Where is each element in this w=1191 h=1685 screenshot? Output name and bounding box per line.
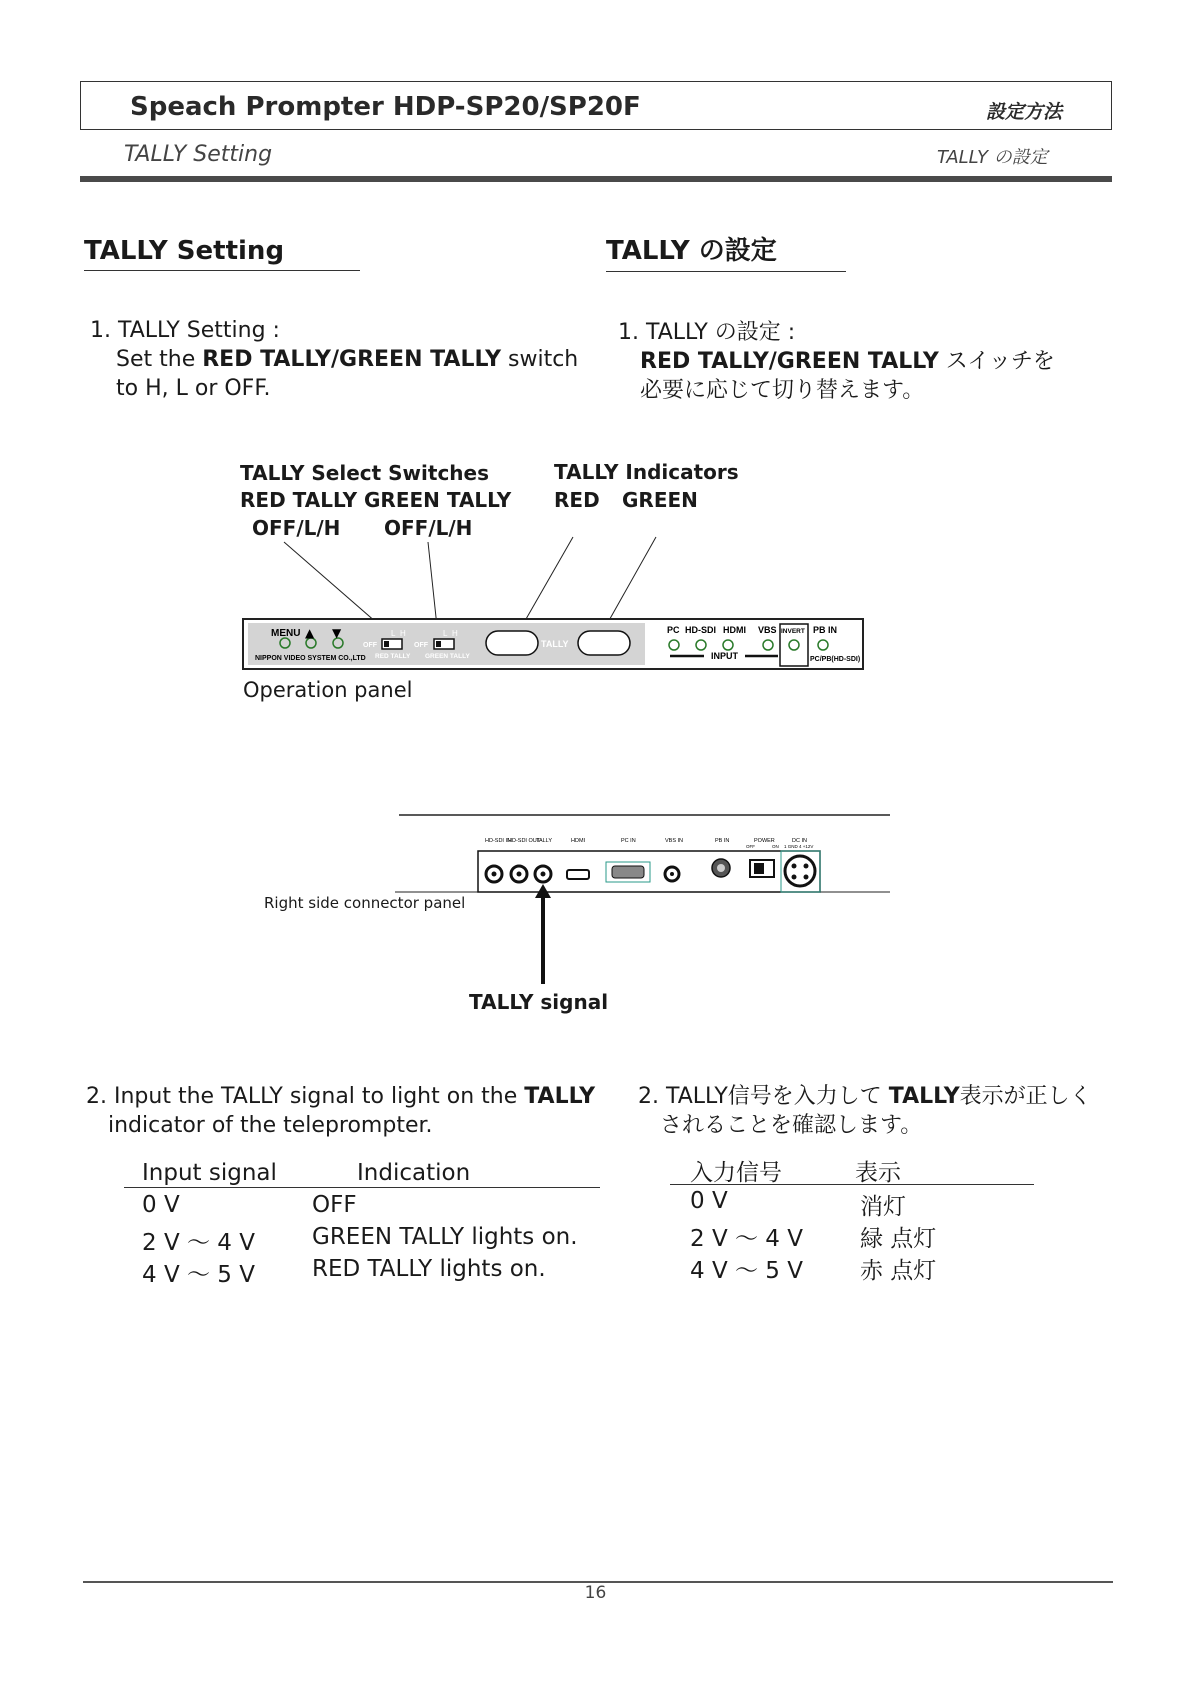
step2-en-line2: indicator of the teleprompter. xyxy=(108,1113,433,1138)
step2-ja-pre: 2. TALLY信号を入力して xyxy=(638,1084,889,1109)
step1-ja-bold: RED TALLY/GREEN TALLY xyxy=(640,349,939,374)
table-en-row-1-input: 2 V ～ 4 V xyxy=(142,1230,255,1256)
section-heading-ja: TALLY の設定 xyxy=(606,230,846,272)
panel-hdmi-text: HDMI xyxy=(723,625,746,635)
step2-en-bold: TALLY xyxy=(524,1084,596,1109)
panel-pbin-text: PB IN xyxy=(813,625,838,635)
conn-hdmi-text: HDMI xyxy=(571,838,586,844)
tally-indicators-label: TALLY Indicators xyxy=(554,460,739,484)
panel-green-h: H xyxy=(452,629,458,638)
table-ja-header-rule xyxy=(670,1184,1034,1185)
table-en-row-1-indication: GREEN TALLY lights on. xyxy=(312,1224,578,1250)
conn-power-off-text: OFF xyxy=(746,844,755,849)
operation-panel-caption: Operation panel xyxy=(243,678,413,702)
page-number: 16 xyxy=(584,1583,607,1603)
table-en-row-0-indication: OFF xyxy=(312,1192,357,1218)
table-en-header-rule xyxy=(124,1187,600,1188)
header-section-ja: 設定方法 xyxy=(986,101,1063,123)
step1-ja-line1: 1. TALLY の設定 : xyxy=(618,320,796,345)
power-switch-rocker xyxy=(754,863,764,874)
step1-en-line3: to H, L or OFF. xyxy=(116,376,271,401)
step2-en xyxy=(86,1082,626,1140)
step2-ja-line1 xyxy=(638,1082,1118,1111)
panel-maker-text: NIPPON VIDEO SYSTEM CO.,LTD xyxy=(255,655,366,662)
step1-en-post: switch xyxy=(501,347,579,372)
dc-in-connector xyxy=(785,856,815,886)
manual-title: Speach Prompter HDP-SP20/SP20F xyxy=(130,92,641,122)
red-tally-switch-knob xyxy=(384,641,389,647)
panel-green-off: OFF xyxy=(414,642,428,649)
panel-pcpb-text: PC/PB(HD-SDI) xyxy=(810,656,861,663)
step1-en-pre: Set the xyxy=(116,347,203,372)
pc-in-connector xyxy=(612,866,644,878)
panel-hdsdi-text: HD-SDI xyxy=(685,625,716,635)
pb-in-center xyxy=(717,864,725,872)
tally-pin xyxy=(541,872,546,877)
panel-invert-text: INVERT xyxy=(781,628,805,635)
conn-dc-in-text: DC IN xyxy=(792,838,807,844)
green-tally-switch-knob xyxy=(436,641,441,647)
red-green-tally-label: RED TALLY GREEN TALLY xyxy=(240,488,512,512)
green-indicator-label: GREEN xyxy=(622,488,698,512)
tally-select-switches-label: TALLY Select Switches xyxy=(240,461,490,485)
step1-ja-post: スイッチを xyxy=(938,349,1055,374)
panel-pc-text: PC xyxy=(667,625,680,635)
dc-in-pin-3 xyxy=(792,875,797,880)
step2-ja-line2: されることを確認します。 xyxy=(660,1113,923,1138)
panel-up-text: ▲ xyxy=(305,626,315,640)
subheader-ja: TALLY の設定 xyxy=(937,147,1048,168)
vbs-in-pin xyxy=(670,872,674,876)
table-ja-row-2-indication: 赤 点灯 xyxy=(860,1258,937,1284)
step2-ja-bold: TALLY xyxy=(888,1084,960,1109)
conn-dc-pins-text: 1 GND 4 +12V xyxy=(784,844,814,849)
conn-hdsdi-in-text: HD-SDI IN xyxy=(485,838,511,844)
table-en-header-indication: Indication xyxy=(357,1160,471,1186)
red-indicator-label: RED xyxy=(554,488,600,512)
panel-input-text: INPUT xyxy=(711,651,738,661)
panel-down-text: ▼ xyxy=(332,626,342,640)
conn-power-on-text: ON xyxy=(772,844,779,849)
dc-in-pin-4 xyxy=(804,875,809,880)
step2-ja xyxy=(638,1082,1118,1140)
step1-en-line1: 1. TALLY Setting : xyxy=(90,318,280,343)
panel-red-off: OFF xyxy=(363,642,377,649)
conn-vbs-in-text: VBS IN xyxy=(665,838,684,844)
dc-in-pin-2 xyxy=(804,864,809,869)
table-ja-row-2-input: 4 V ～ 5 V xyxy=(690,1258,803,1284)
panel-green-l: L xyxy=(443,629,448,638)
panel-tally-text: TALLY xyxy=(541,639,569,649)
dc-in-pin-1 xyxy=(792,864,797,869)
table-en-row-0-input: 0 V xyxy=(142,1192,180,1218)
conn-pb-in-text: PB IN xyxy=(715,838,730,844)
step2-en-line1 xyxy=(86,1082,626,1111)
subheader-en: TALLY Setting xyxy=(124,142,273,167)
step2-ja-post: 表示が正しく xyxy=(959,1084,1092,1109)
step1-en-bold: RED TALLY/GREEN TALLY xyxy=(202,347,502,372)
table-ja-row-0-input: 0 V xyxy=(690,1188,728,1214)
panel-red-h: H xyxy=(400,629,406,638)
green-off-l-h-label: OFF/L/H xyxy=(384,516,473,540)
step2-en-pre: 2. Input the TALLY signal to light on the xyxy=(86,1084,525,1109)
panel-green-tally-text: GREEN TALLY xyxy=(425,653,470,660)
table-en-row-2-input: 4 V ～ 5 V xyxy=(142,1262,255,1288)
red-tally-indicator xyxy=(486,631,538,655)
right-side-panel-caption: Right side connector panel xyxy=(264,894,466,912)
panel-menu-text: MENU xyxy=(271,628,301,639)
table-ja-header-indication: 表示 xyxy=(855,1160,901,1186)
panel-red-l: L xyxy=(391,629,396,638)
hdsdi-out-pin xyxy=(517,872,522,877)
table-ja-row-1-indication: 緑 点灯 xyxy=(860,1226,937,1252)
conn-tally-text: TALLY xyxy=(536,838,552,844)
section-heading-en: TALLY Setting xyxy=(84,236,360,271)
tally-signal-label: TALLY signal xyxy=(469,990,609,1014)
step1-ja-line3: 必要に応じて切り替えます。 xyxy=(640,378,925,403)
green-tally-indicator xyxy=(578,631,630,655)
table-en-row-2-indication: RED TALLY lights on. xyxy=(312,1256,546,1282)
table-en-header-input: Input signal xyxy=(142,1160,277,1186)
hdsdi-in-pin xyxy=(492,872,497,877)
hdmi-connector xyxy=(567,870,589,879)
panel-red-tally-text: RED TALLY xyxy=(375,653,411,660)
conn-power-text: POWER xyxy=(754,838,775,844)
table-ja-header-input: 入力信号 xyxy=(690,1160,782,1186)
red-off-l-h-label: OFF/L/H xyxy=(252,516,341,540)
table-ja-row-1-input: 2 V ～ 4 V xyxy=(690,1226,803,1252)
conn-pc-in-text: PC IN xyxy=(621,838,636,844)
conn-hdsdi-out-text: HD-SDI OUT xyxy=(508,838,541,844)
table-ja-row-0-indication: 消灯 xyxy=(860,1194,906,1220)
panel-vbs-text: VBS xyxy=(758,625,777,635)
